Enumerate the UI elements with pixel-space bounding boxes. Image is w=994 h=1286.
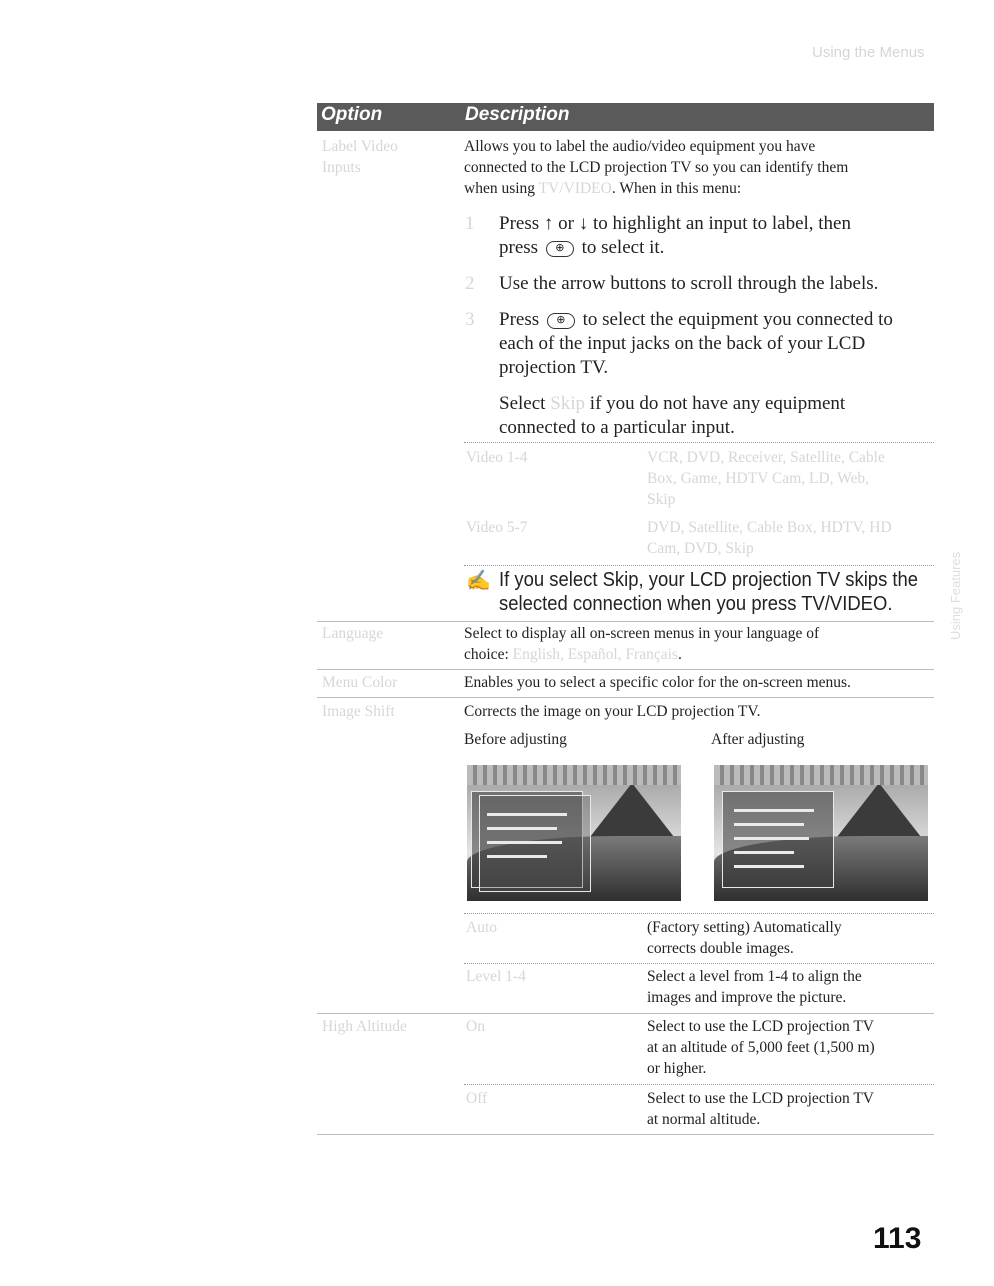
option-language: Language bbox=[322, 625, 384, 642]
desc-language: Select to display all on-screen menus in your language of choice: English, Español, Français. bbox=[464, 625, 820, 663]
subrow-values-level: Select a level from 1-4 to align the images and improve the picture. bbox=[647, 968, 862, 1006]
step-2: Use the arrow buttons to scroll through the labels. bbox=[499, 273, 879, 294]
row-divider bbox=[317, 697, 934, 698]
step-1: Press ↑ or ↓ to highlight an input to label, then press ⊕ to select it. bbox=[499, 213, 851, 258]
row-divider bbox=[317, 669, 934, 670]
divider bbox=[464, 963, 934, 964]
step-1-number: 1 bbox=[465, 213, 475, 234]
header-description: Description bbox=[465, 104, 570, 125]
subrow-values-video-1-4: VCR, DVD, Receiver, Satellite, Cable Box, Game, HDTV Cam, LD, Web, Skip bbox=[647, 449, 885, 508]
desc-label-video-inputs: Allows you to label the audio/video equipment you have connected to the LCD projection TV so you can identify them when using TV/VIDEO. When in this menu: bbox=[464, 138, 849, 197]
select-button-icon: ⊕ bbox=[546, 241, 574, 257]
step-3-number: 3 bbox=[465, 309, 475, 330]
page-number: 113 bbox=[873, 1222, 922, 1255]
running-head: Using the Menus bbox=[812, 44, 925, 61]
option-label-video-inputs: Label Video Inputs bbox=[322, 138, 398, 176]
subrow-label-video-1-4: Video 1-4 bbox=[466, 449, 528, 466]
desc-image-shift: Corrects the image on your LCD projection TV. bbox=[464, 703, 761, 720]
after-adjusting-label: After adjusting bbox=[711, 731, 805, 748]
select-skip-text: Select Skip if you do not have any equipment connected to a particular input. bbox=[499, 393, 846, 438]
before-adjusting-image bbox=[467, 765, 681, 901]
divider bbox=[464, 565, 934, 566]
subrow-label-off: Off bbox=[466, 1090, 488, 1107]
note-pencil-icon: ✍ bbox=[466, 570, 491, 592]
header-option: Option bbox=[321, 104, 383, 125]
subrow-values-on: Select to use the LCD projection TV at an altitude of 5,000 feet (1,500 m) or higher. bbox=[647, 1018, 875, 1077]
after-adjusting-image bbox=[714, 765, 928, 901]
note-text: If you select Skip, your LCD projection TV skips the selected connection when you press TV/VIDEO. bbox=[499, 568, 919, 615]
option-high-altitude: High Altitude bbox=[322, 1018, 407, 1035]
table-bottom-rule bbox=[317, 1134, 934, 1135]
subrow-values-auto: (Factory setting) Automatically corrects double images. bbox=[647, 919, 842, 957]
option-menu-color: Menu Color bbox=[322, 674, 398, 691]
divider bbox=[464, 913, 934, 914]
subrow-values-off: Select to use the LCD projection TV at normal altitude. bbox=[647, 1090, 874, 1128]
row-divider bbox=[317, 1013, 934, 1014]
before-adjusting-label: Before adjusting bbox=[464, 731, 567, 748]
step-3: Press ⊕ to select the equipment you connected to each of the input jacks on the back of your LCD projection TV. bbox=[499, 309, 893, 378]
desc-menu-color: Enables you to select a specific color for the on-screen menus. bbox=[464, 674, 851, 691]
subrow-values-video-5-7: DVD, Satellite, Cable Box, HDTV, HD Cam, DVD, Skip bbox=[647, 519, 892, 557]
option-image-shift: Image Shift bbox=[322, 703, 395, 720]
divider bbox=[464, 1084, 934, 1085]
row-divider bbox=[317, 621, 934, 622]
subrow-label-video-5-7: Video 5-7 bbox=[466, 519, 528, 536]
divider bbox=[464, 442, 934, 443]
subrow-label-on: On bbox=[466, 1018, 485, 1035]
table-header-bar bbox=[317, 103, 934, 131]
subrow-label-auto: Auto bbox=[466, 919, 497, 936]
select-button-icon: ⊕ bbox=[547, 313, 575, 329]
step-2-number: 2 bbox=[465, 273, 475, 294]
subrow-label-level: Level 1-4 bbox=[466, 968, 526, 985]
side-tab: Using Features bbox=[948, 551, 963, 640]
